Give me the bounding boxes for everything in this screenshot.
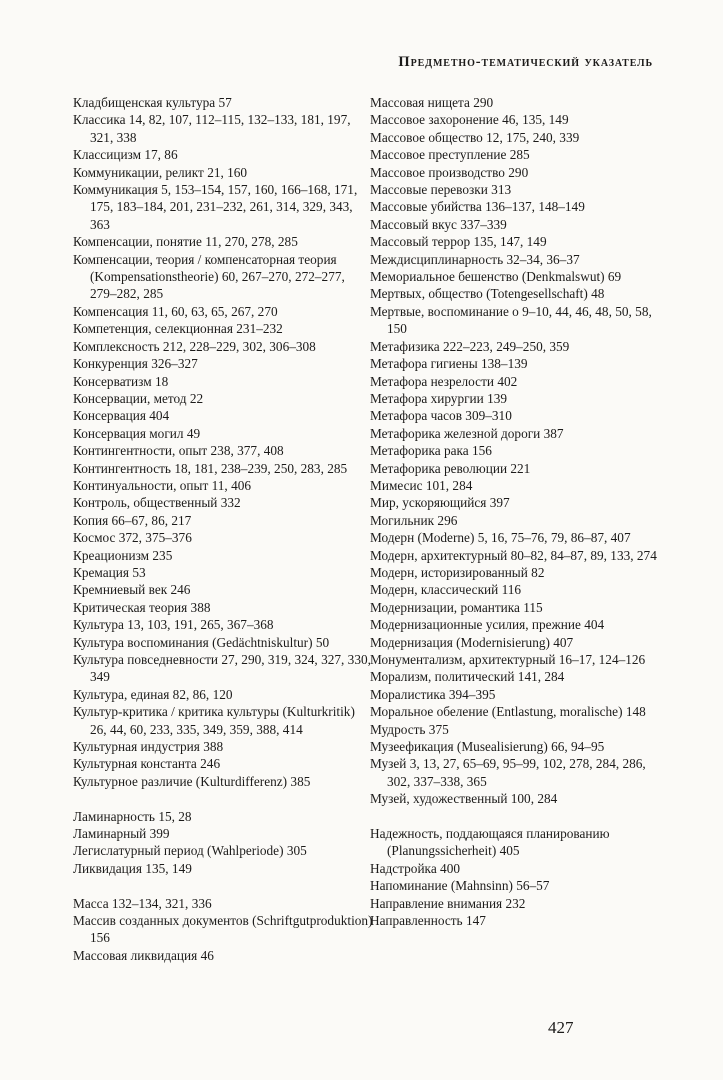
index-entry: Компенсации, теория / компенсаторная теория (Kompensationstheorie) 60, 267–270, 272–277, 279–282, 285: [73, 251, 345, 302]
index-entry: Классицизм 17, 86: [73, 147, 178, 163]
index-entry: Консервации, метод 22: [73, 390, 204, 406]
index-entry: Массовая нищета 290: [370, 95, 494, 110]
index-entry: Компенсации, понятие 11, 270, 278, 285: [73, 234, 298, 250]
index-entry: Кремниевый век 246: [73, 582, 191, 598]
index-entry: Модернизация (Modernisierung) 407: [370, 634, 574, 650]
section-gap: [370, 808, 670, 825]
index-entry: Критическая теория 388: [73, 599, 211, 615]
index-entry: Метафорика рака 156: [370, 443, 492, 459]
index-entry: Массовые убийства 136–137, 148–149: [370, 199, 585, 215]
index-entry: Массовые перевозки 313: [370, 182, 512, 198]
index-entry: Консерватизм 18: [73, 373, 169, 389]
index-entry: Массовое захоронение 46, 135, 149: [370, 112, 569, 128]
index-entry: Коммуникация 5, 153–154, 157, 160, 166–168, 171, 175, 183–184, 201, 231–232, 261, 314, 329, 343, 363: [73, 182, 358, 232]
index-entry: Коммуникации, реликт 21, 160: [73, 164, 248, 180]
index-column-left: [73, 94, 373, 964]
index-entry: Культура повседневности 27, 290, 319, 324, 327, 330, 349: [73, 652, 371, 685]
index-entry: Культурная константа 246: [73, 756, 221, 772]
index-entry: Массив созданных документов (Schriftgutproduktion) 156: [73, 913, 373, 946]
index-entry: Кремация 53: [73, 564, 146, 580]
index-entry: Культура воспоминания (Gedächtniskultur) 50: [73, 634, 330, 650]
index-entry: Модернизации, романтика 115: [370, 599, 543, 615]
index-entry: Контингентность 18, 181, 238–239, 250, 283, 285: [73, 460, 348, 476]
index-entry: Мемориальное бешенство (Denkmalswut) 69: [370, 269, 622, 285]
index-entry: Континуальности, опыт 11, 406: [73, 477, 252, 493]
index-entry: Комплексность 212, 228–229, 302, 306–308: [73, 338, 316, 354]
index-entry: Культурное различие (Kulturdifferenz) 385: [73, 773, 311, 789]
index-entry: Копия 66–67, 86, 217: [73, 512, 192, 528]
index-entry: Метафорика железной дороги 387: [370, 425, 564, 441]
index-entry: Междисциплинарность 32–34, 36–37: [370, 251, 580, 267]
index-entry: Культурная индустрия 388: [73, 739, 224, 755]
index-entry: Консервация могил 49: [73, 425, 201, 441]
index-entry: Классика 14, 82, 107, 112–115, 132–133, 181, 197, 321, 338: [73, 112, 351, 145]
index-entry: Компенсация 11, 60, 63, 65, 267, 270: [73, 303, 278, 319]
index-entry: Массовое общество 12, 175, 240, 339: [370, 129, 580, 145]
index-entry: Метафора часов 309–310: [370, 408, 512, 424]
index-entry: Ламинарный 399: [73, 826, 170, 842]
index-entry: Массовый вкус 337–339: [370, 216, 507, 232]
index-entry: Модерн, классический 116: [370, 582, 522, 598]
index-entry: Метафизика 222–223, 249–250, 359: [370, 338, 570, 354]
index-entry: Метафора незрелости 402: [370, 373, 518, 389]
index-entry: Мир, ускоряющийся 397: [370, 495, 510, 511]
index-entry: Культура 13, 103, 191, 265, 367–368: [73, 617, 274, 633]
index-entry: Космос 372, 375–376: [73, 530, 192, 546]
index-entry: Конкуренция 326–327: [73, 356, 198, 372]
index-entry: Креационизм 235: [73, 547, 173, 563]
index-entry: Модерн, историзированный 82: [370, 564, 545, 580]
running-title: Предметно-тематический указатель: [398, 54, 653, 70]
index-entry: Модерн (Moderne) 5, 16, 75–76, 79, 86–87, 407: [370, 530, 631, 546]
index-entry: Контингентности, опыт 238, 377, 408: [73, 443, 284, 459]
index-entry: Культура, единая 82, 86, 120: [73, 686, 233, 702]
index-entry: Направленность 147: [370, 913, 486, 929]
index-entry: Направление внимания 232: [370, 895, 526, 911]
index-entry: Легислатурный период (Wahlperiode) 305: [73, 843, 307, 859]
index-entry: Могильник 296: [370, 512, 458, 528]
index-entry: Модерн, архитектурный 80–82, 84–87, 89, 133, 274: [370, 547, 657, 563]
index-entry: Метафора гигиены 138–139: [370, 356, 528, 372]
section-gap: [73, 790, 373, 807]
index-entry: Надстройка 400: [370, 860, 460, 876]
index-entry: Мертвых, общество (Totengesellschaft) 48: [370, 286, 605, 302]
index-entry: Моральное обеление (Entlastung, moralische) 148: [370, 704, 646, 720]
index-entry: Мертвые, воспоминание о 9–10, 44, 46, 48, 50, 58, 150: [370, 303, 652, 337]
index-entry: Ламинарность 15, 28: [73, 808, 192, 824]
index-entry: Модернизационные усилия, прежние 404: [370, 617, 605, 633]
index-entry: Музеефикация (Musealisierung) 66, 94–95: [370, 739, 605, 755]
index-entry: Культур-критика / критика культуры (Kulturkritik) 26, 44, 60, 233, 335, 349, 359, 388, 414: [73, 704, 355, 737]
index-entry: Кладбищенская культура 57: [73, 95, 232, 110]
index-entry: Метафорика революции 221: [370, 460, 531, 476]
index-entry: Моралистика 394–395: [370, 686, 496, 702]
index-column-right: [370, 94, 670, 929]
index-entry: Монументализм, архитектурный 16–17, 124–126: [370, 652, 646, 667]
page-number: 427: [548, 1018, 574, 1037]
index-entry: Напоминание (Mahnsinn) 56–57: [370, 878, 550, 894]
index-entry: Музей 3, 13, 27, 65–69, 95–99, 102, 278, 284, 286, 302, 337–338, 365: [370, 756, 646, 789]
index-entry: Консервация 404: [73, 408, 170, 424]
index-entry: Массовое производство 290: [370, 164, 529, 180]
index-entry: Массовое преступление 285: [370, 147, 530, 163]
index-entry: Массовый террор 135, 147, 149: [370, 234, 547, 250]
index-entry: Музей, художественный 100, 284: [370, 791, 558, 807]
index-entry: Морализм, политический 141, 284: [370, 669, 565, 685]
section-gap: [73, 877, 373, 894]
index-entry: Надежность, поддающаяся планированию (Planungssicherheit) 405: [370, 826, 610, 859]
index-entry: Ликвидация 135, 149: [73, 860, 192, 876]
index-entry: Массовая ликвидация 46: [73, 947, 214, 963]
index-entry: Масса 132–134, 321, 336: [73, 895, 212, 911]
index-entry: Мимесис 101, 284: [370, 477, 473, 493]
index-entry: Метафора хирургии 139: [370, 390, 508, 406]
index-entry: Компетенция, селекционная 231–232: [73, 321, 283, 337]
index-entry: Мудрость 375: [370, 721, 449, 737]
index-entry: Контроль, общественный 332: [73, 495, 241, 511]
